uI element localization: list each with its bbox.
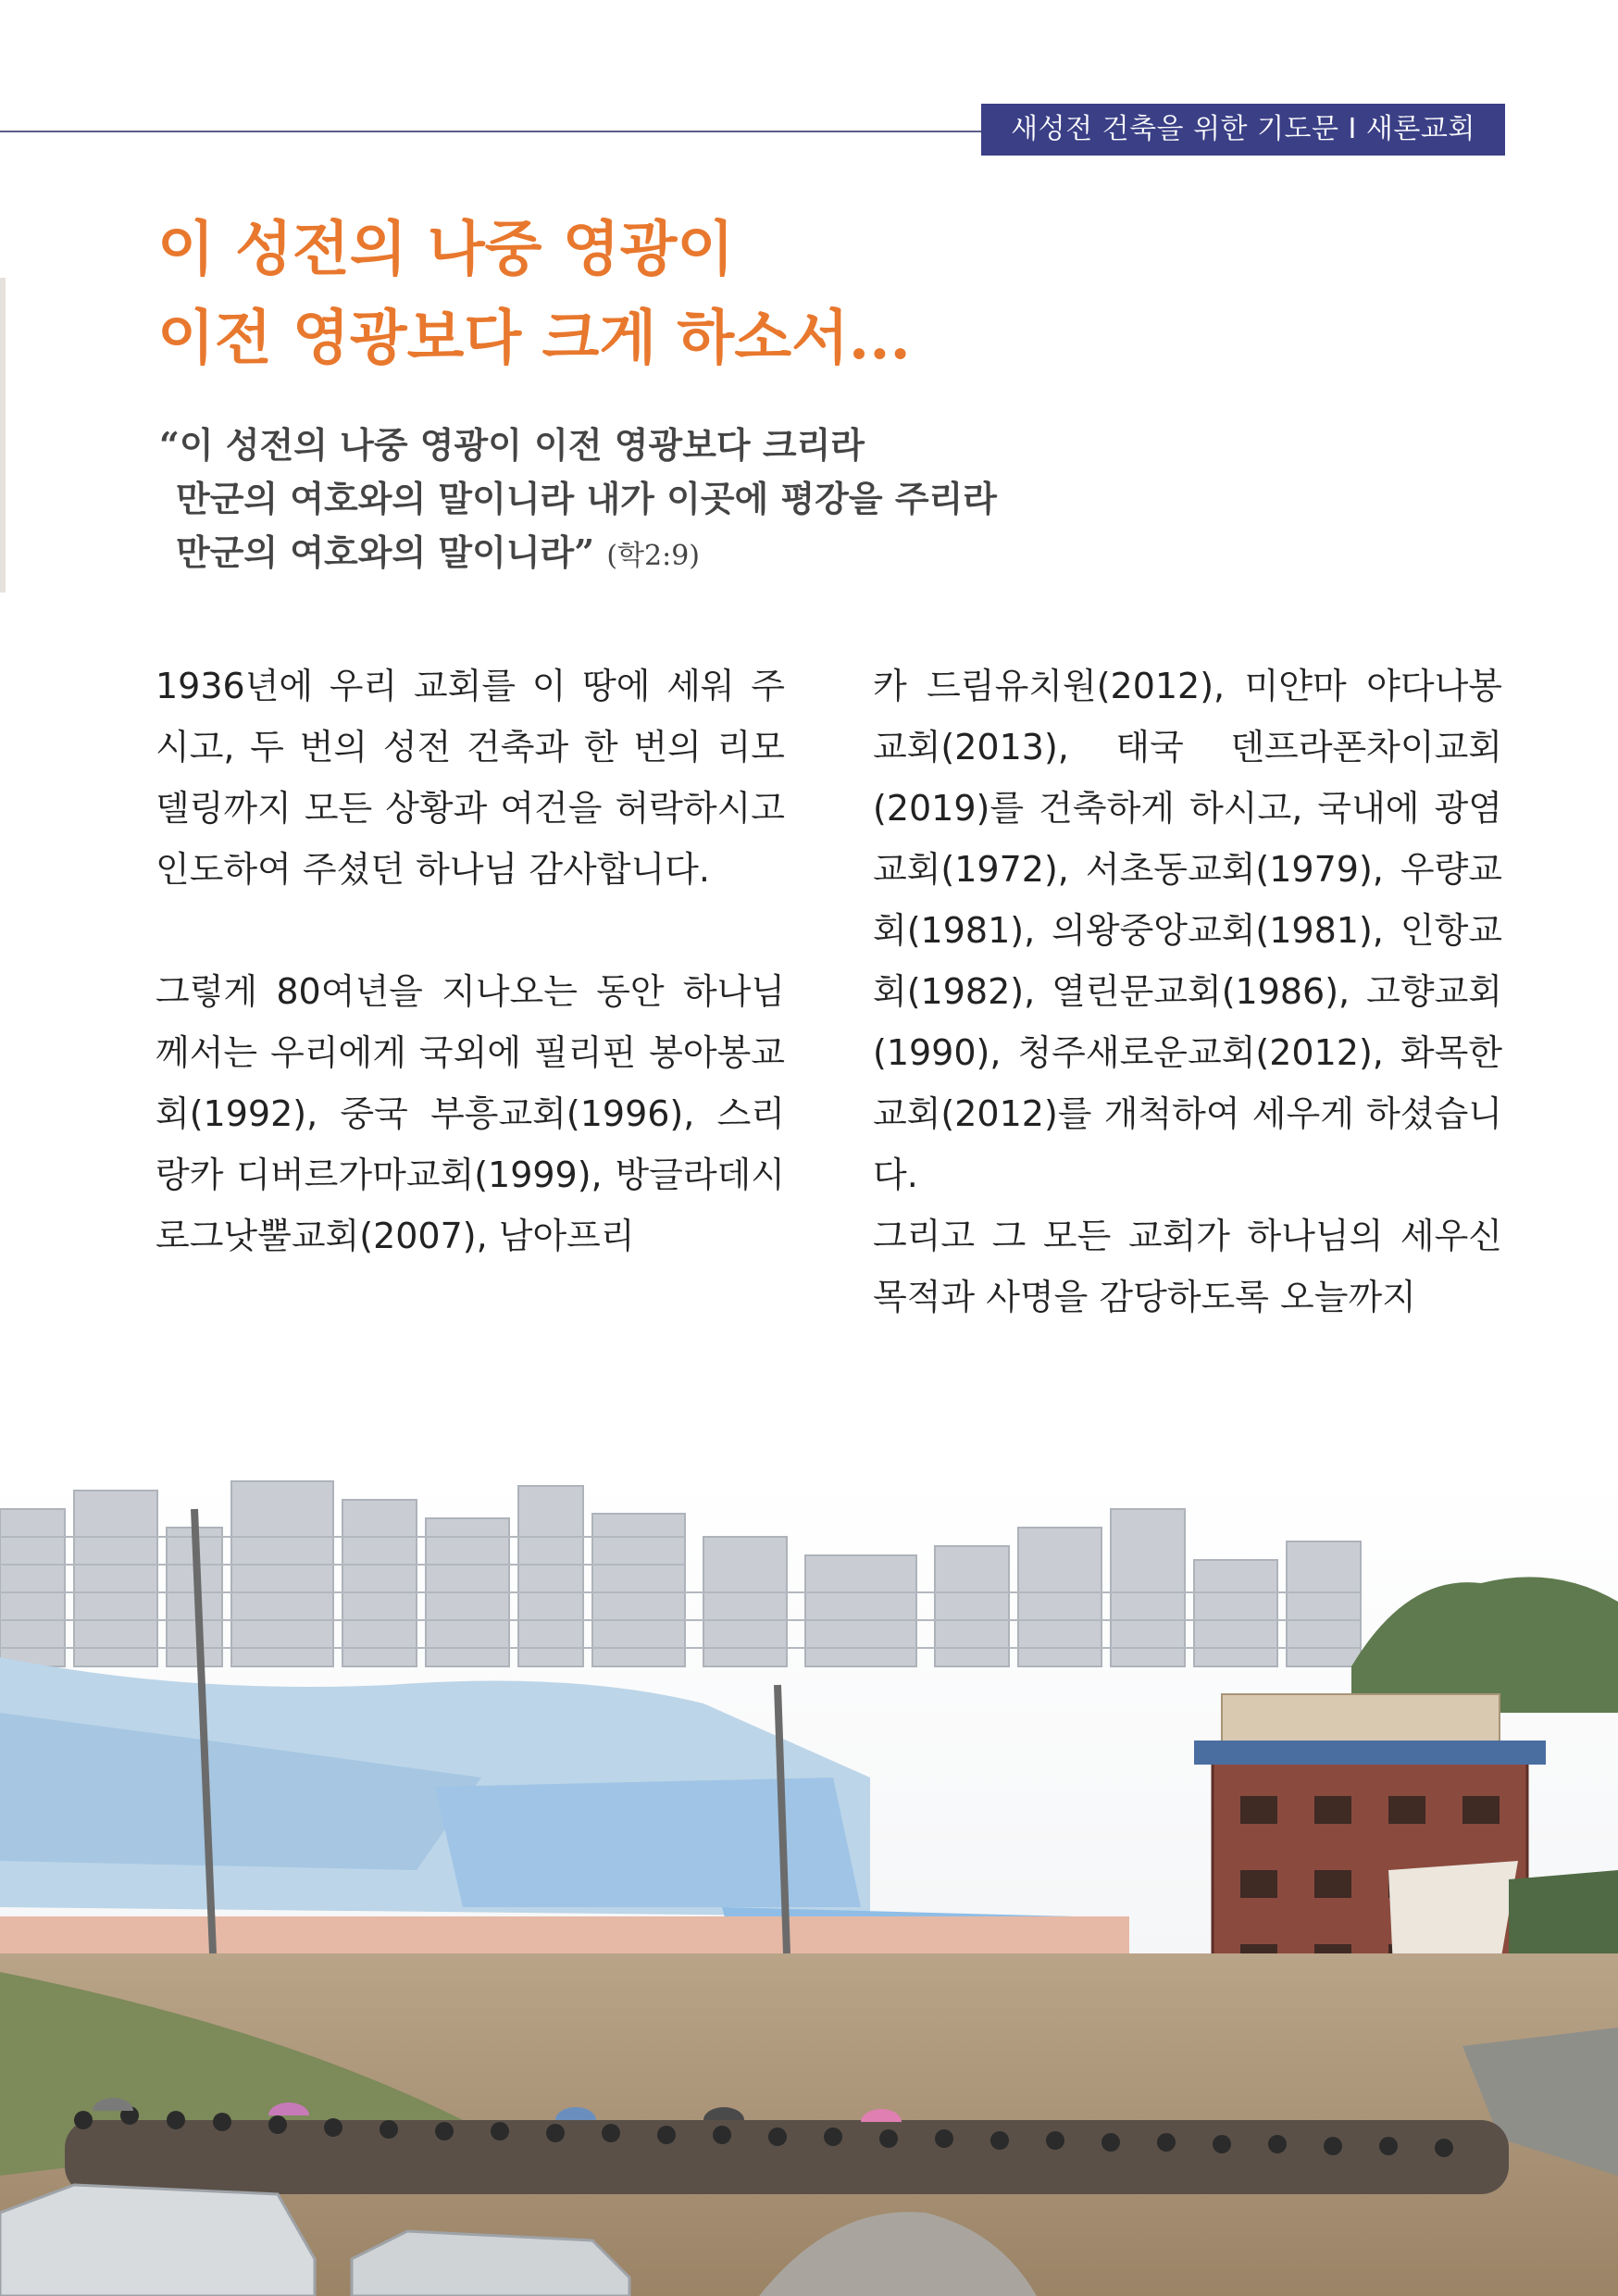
body-column-left [156, 655, 785, 1267]
construction-site-photo [0, 1472, 1618, 2296]
paragraph: 그리고 그 모든 교회가 하나님의 세우신 목적과 사명을 감당하도록 오늘까지 [873, 1216, 1502, 1317]
paragraph: 카 드림유치원(2012), 미얀마 야다나봉교회(2013), 태국 덴프라폰차이교회(2019)를 건축하게 하시고, 국내에 광염교회(1972), 서초동교회(1979), 우량교회(1981), 의왕중앙교회(1981), 인항교회(1982), 열린문교회(1986), 고향교회(1990), 청주새로운교회(2012), 화목한교회(2012)를 개척하여 세우게 하셨습니다. [873, 666, 1502, 1195]
paragraph: 그렇게 80여년을 지나오는 동안 하나님께서는 우리에게 국외에 필리핀 봉아봉교회(1992), 중국 부흥교회(1996), 스리랑카 디버르가마교회(1999), 방글라데시 로그낫뿔교회(2007), 남아프리 [156, 971, 785, 1256]
page-title [157, 206, 1361, 383]
scripture-quote [159, 418, 1363, 583]
scripture-reference: (학2:9) [606, 540, 701, 572]
title-line-2: 이전 영광보다 크게 하소서... [157, 304, 911, 373]
title-line-1: 이 성전의 나중 영광이 [157, 215, 735, 284]
quote-line-2: 만군의 여호와의 말이니라 내가 이곳에 평강을 주리라 [176, 478, 997, 519]
header-rule [0, 131, 981, 132]
page-edge-mark [0, 278, 6, 593]
quote-line-1: “이 성전의 나중 영광이 이전 영광보다 크리라 [159, 424, 865, 466]
section-header-label: 새성전 건축을 위한 기도문 Ι 새론교회 [981, 104, 1505, 156]
quote-line-3-wrap [159, 526, 1363, 583]
body-column-right [873, 655, 1502, 1328]
quote-line-3: 만군의 여호와의 말이니라” [176, 531, 595, 573]
paragraph: 1936년에 우리 교회를 이 땅에 세워 주시고, 두 번의 성전 건축과 한 번의 리모델링까지 모든 상황과 여건을 허락하시고 인도하여 주셨던 하나님 감사합니다. [156, 666, 785, 890]
